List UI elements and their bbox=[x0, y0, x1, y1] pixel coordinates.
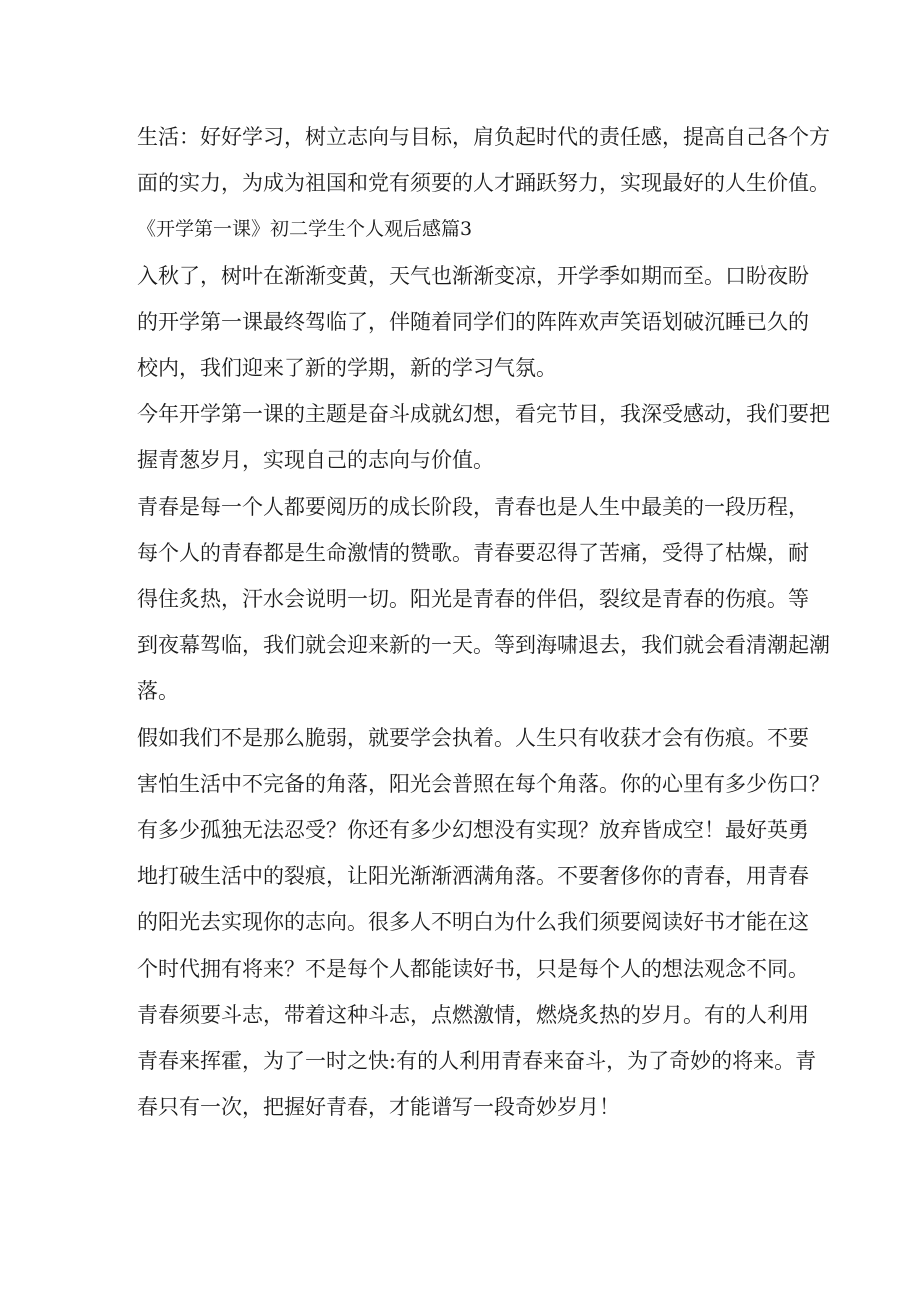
text-line: 生活：好好学习，树立志向与目标，肩负起时代的责任感，提高自己各个方 bbox=[137, 125, 830, 149]
document-body bbox=[137, 114, 830, 1130]
text-line: 害怕生活中不完备的角落，阳光会普照在每个角落。你的心里有多少伤口？ bbox=[137, 771, 830, 796]
text-line: 得住炙热，汗水会说明一切。阳光是青春的伴侣，裂纹是青春的伤痕。等 bbox=[137, 587, 809, 612]
text-line: 青春来挥霍，为了一时之快:有的人利用青春来奋斗，为了奇妙的将来。青 bbox=[137, 1049, 817, 1074]
text-line: 落。 bbox=[137, 679, 179, 704]
text-line: 的开学第一课最终驾临了，伴随着同学们的阵阵欢声笑语划破沉睡已久的 bbox=[137, 309, 809, 334]
text-line: 握青葱岁月，实现自己的志向与价值。 bbox=[137, 448, 494, 473]
text-line: 假如我们不是那么脆弱，就要学会执着。人生只有收获才会有伤痕。不要 bbox=[137, 725, 809, 750]
text-line: 面的实力，为成为祖国和党有须要的人才踊跃努力，实现最好的人生价值。 bbox=[137, 171, 830, 196]
text-line: 有多少孤独无法忍受？你还有多少幻想没有实现？放弃皆成空！最好英勇 bbox=[137, 818, 809, 843]
section-heading: 《开学第一课》初二学生个人观后感篇3 bbox=[137, 218, 473, 241]
text-line: 青春是每一个人都要阅历的成长阶段，青春也是人生中最美的一段历程， bbox=[137, 494, 809, 519]
text-line: 到夜幕驾临，我们就会迎来新的一天。等到海啸退去，我们就会看清潮起潮 bbox=[137, 633, 830, 658]
text-line: 校内，我们迎来了新的学期，新的学习气氛。 bbox=[137, 356, 557, 381]
text-line: 春只有一次，把握好青春，才能谱写一段奇妙岁月！ bbox=[137, 1095, 620, 1120]
text-line: 今年开学第一课的主题是奋斗成就幻想，看完节目，我深受感动，我们要把 bbox=[137, 402, 830, 427]
text-line: 的阳光去实现你的志向。很多人不明白为什么我们须要阅读好书才能在这 bbox=[137, 910, 809, 935]
text-line: 个时代拥有将来？不是每个人都能读好书，只是每个人的想法观念不同。 bbox=[137, 956, 809, 981]
text-line: 每个人的青春都是生命激情的赞歌。青春要忍得了苦痛，受得了枯燥，耐 bbox=[137, 540, 809, 565]
text-line: 地打破生活中的裂痕，让阳光渐渐洒满角落。不要奢侈你的青春，用青春 bbox=[137, 864, 809, 889]
text-line: 入秋了，树叶在渐渐变黄，天气也渐渐变凉，开学季如期而至。口盼夜盼 bbox=[137, 263, 809, 288]
text-line: 青春须要斗志，带着这种斗志，点燃激情，燃烧炙热的岁月。有的人利用 bbox=[137, 1002, 809, 1027]
